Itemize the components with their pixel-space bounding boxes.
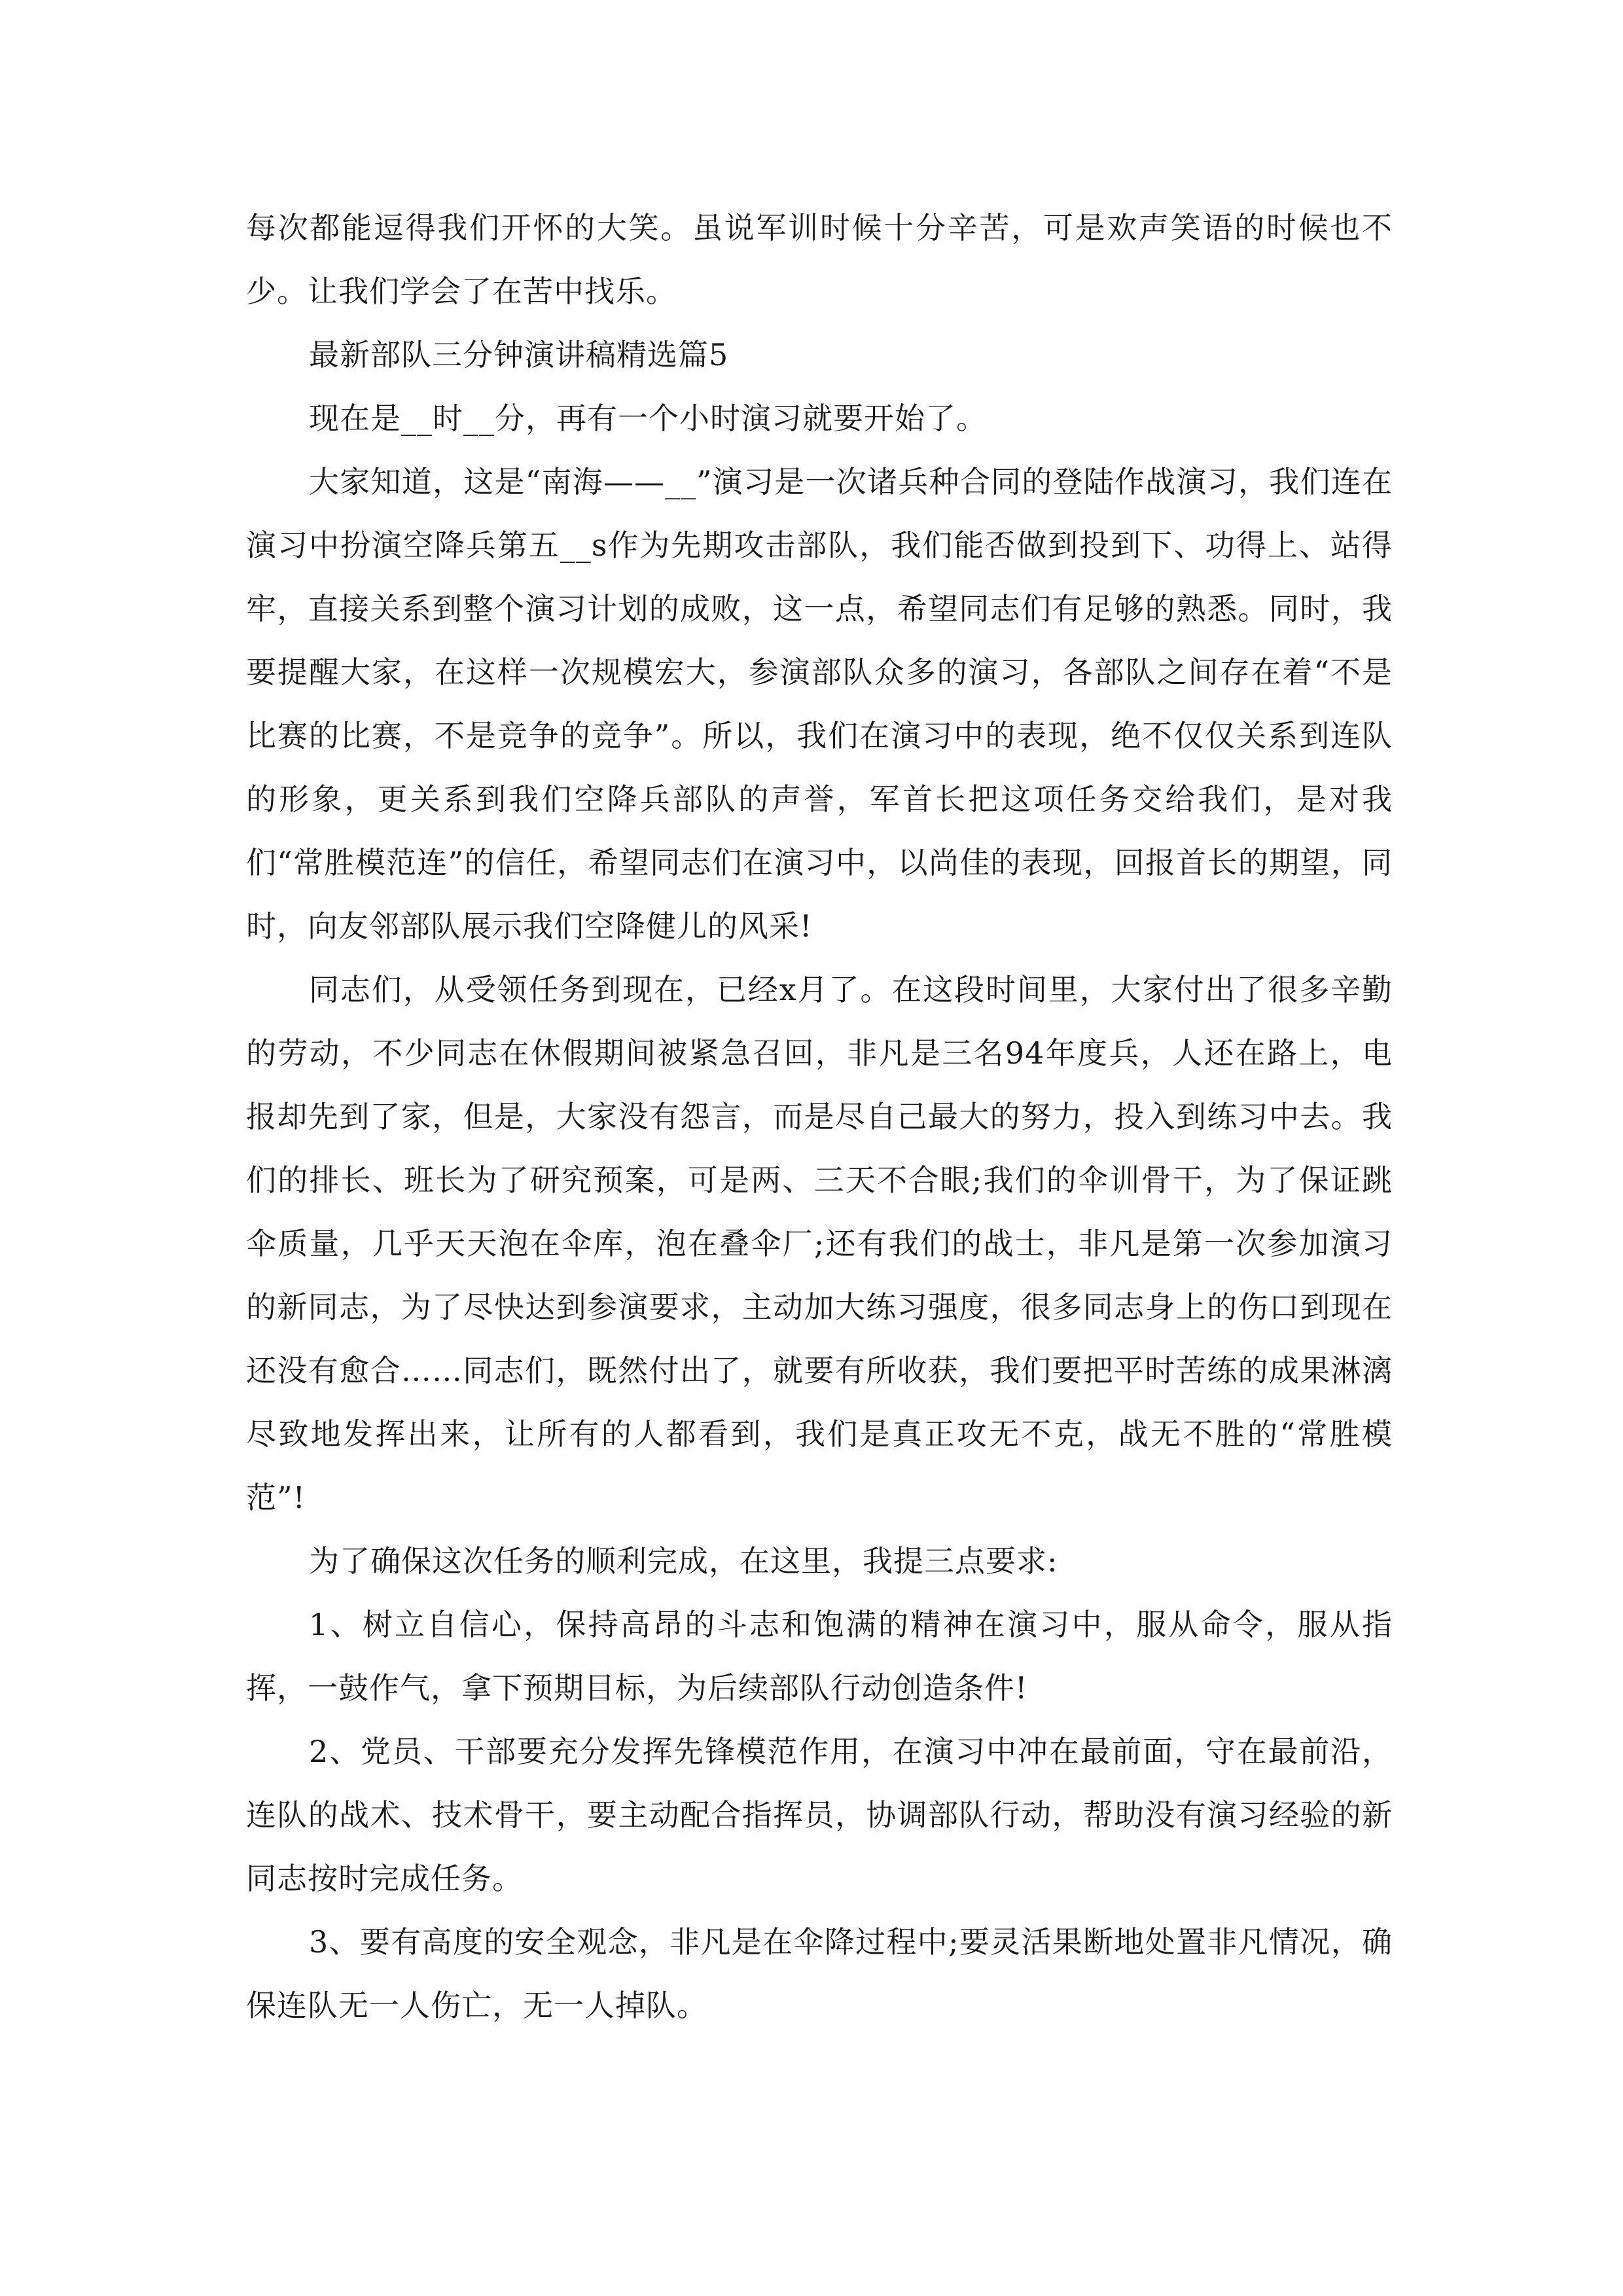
paragraph-comrades: 同志们，从受领任务到现在，已经x月了。在这段时间里，大家付出了很多辛勤的劳动，不少同志在休假期间被紧急召回，非凡是三名94年度兵，人还在路上，电报却先到了家，但是，大家没有怨言，而是尽自己最大的努力，投入到练习中去。我们的排长、班长为了研究预案，可是两、三天不合眼;我们的伞训骨干，为了保证跳伞质量，几乎天天泡在伞库，泡在叠伞厂;还有我们的战士，非凡是第一次参加演习的新同志，为了尽快达到参演要求，主动加大练习强度，很多同志身上的伤口到现在还没有愈合……同志们，既然付出了，就要有所收获，我们要把平时苦练的成果淋漓尽致地发挥出来，让所有的人都看到，我们是真正攻无不克，战无不胜的“常胜模范”! <box>246 972 1393 1515</box>
paragraph-opening: 现在是__时__分，再有一个小时演习就要开始了。 <box>309 401 987 436</box>
paragraph-requirements-intro: 为了确保这次任务的顺利完成，在这里，我提三点要求: <box>309 1543 1058 1579</box>
requirement-item-1: 1、树立自信心，保持高昂的斗志和饱满的精神在演习中，服从命令，服从指挥，一鼓作气，拿下预期目标，为后续部队行动创造条件! <box>246 1607 1393 1706</box>
requirement-item-2: 2、党员、干部要充分发挥先锋模范作用，在演习中冲在最前面，守在最前沿，连队的战术、技术骨干，要主动配合指挥员，协调部队行动，帮助没有演习经验的新同志按时完成任务。 <box>246 1734 1393 1896</box>
document-body <box>246 196 1393 2037</box>
section-heading: 最新部队三分钟演讲稿精选篇5 <box>309 337 729 372</box>
requirement-item-3: 3、要有高度的安全观念，非凡是在伞降过程中;要灵活果断地处置非凡情况，确保连队无一人伤亡，无一人掉队。 <box>246 1924 1393 2023</box>
paragraph-continuation: 每次都能逗得我们开怀的大笑。虽说军训时候十分辛苦，可是欢声笑语的时候也不少。让我们学会了在苦中找乐。 <box>246 210 1393 309</box>
paragraph-exercise-intro: 大家知道，这是“南海——__”演习是一次诸兵种合同的登陆作战演习，我们连在演习中扮演空降兵第五__s作为先期攻击部队，我们能否做到投到下、功得上、站得牢，直接关系到整个演习计划的成败，这一点，希望同志们有足够的熟悉。同时，我要提醒大家，在这样一次规模宏大，参演部队众多的演习，各部队之间存在着“不是比赛的比赛，不是竞争的竞争”。所以，我们在演习中的表现，绝不仅仅关系到连队的形象，更关系到我们空降兵部队的声誉，军首长把这项任务交给我们，是对我们“常胜模范连”的信任，希望同志们在演习中，以尚佳的表现，回报首长的期望，同时，向友邻部队展示我们空降健儿的风采! <box>246 464 1393 944</box>
